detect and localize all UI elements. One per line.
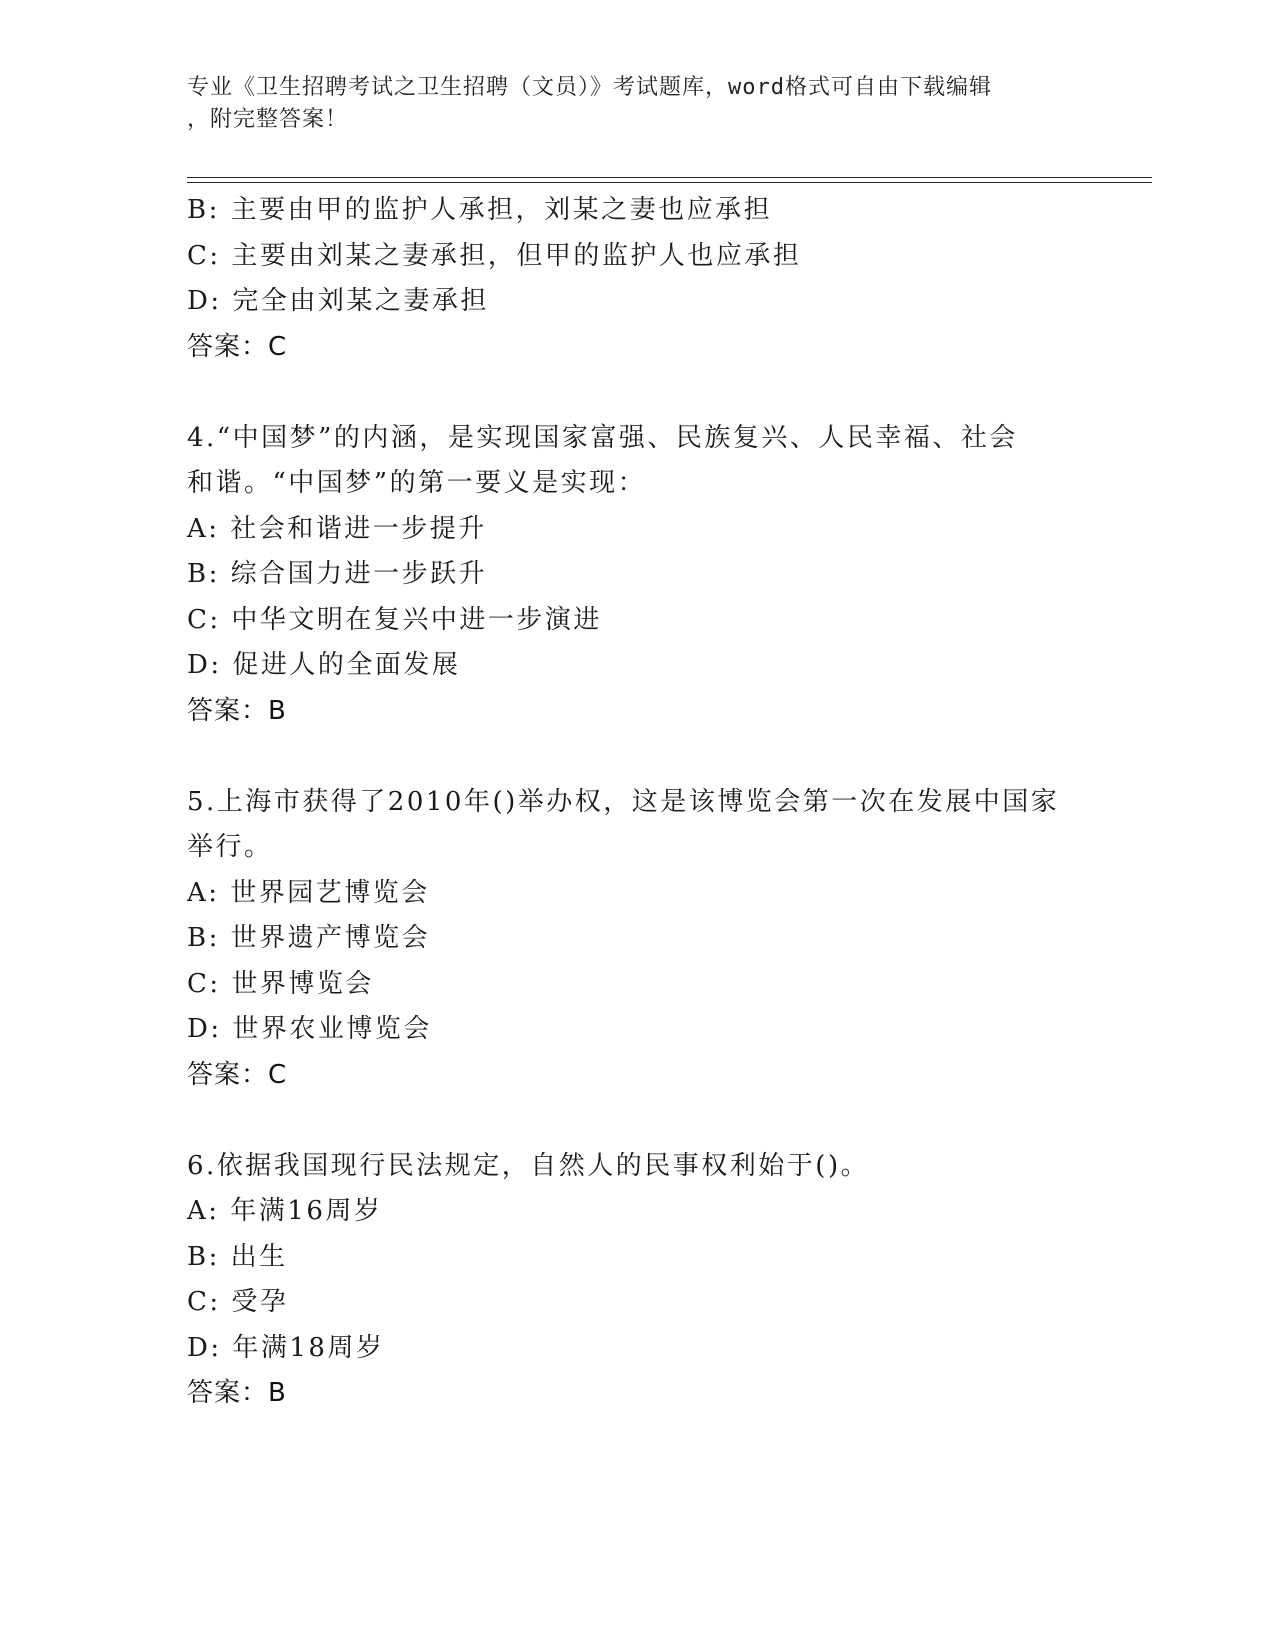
- option-b: B: 主要由甲的监护人承担，刘某之妻也应承担: [187, 195, 773, 225]
- option-a: A: 年满16周岁: [187, 1196, 383, 1226]
- question-stem: 4.“中国梦”的内涵，是实现国家富强、民族复兴、人民幸福、社会: [187, 422, 1018, 453]
- question-4: [187, 416, 1087, 735]
- question-stem: 和谐。“中国梦”的第一要义是实现：: [187, 468, 647, 498]
- question-stem: 6.依据我国现行民法规定，自然人的民事权利始于()。: [187, 1150, 870, 1181]
- header-divider-top: [187, 177, 1152, 178]
- option-d: D: 完全由刘某之妻承担: [187, 286, 489, 316]
- option-c: C: 中华文明在复兴中进一步演进: [187, 604, 602, 635]
- option-d: D: 促进人的全面发展: [187, 650, 461, 680]
- question-list: [187, 188, 1087, 1417]
- option-b: B: 出生: [187, 1241, 288, 1272]
- document-header: [187, 72, 1067, 136]
- option-c: C: 世界博览会: [187, 968, 374, 999]
- spacer: [187, 1098, 1087, 1144]
- header-divider-bottom: [187, 182, 1152, 183]
- spacer: [187, 734, 1087, 780]
- answer-line: 答案：B: [187, 695, 287, 726]
- option-d: D: 年满18周岁: [187, 1332, 385, 1363]
- header-line-2: ，附完整答案！: [187, 107, 349, 132]
- answer-line: 答案：C: [187, 331, 288, 362]
- spacer: [187, 370, 1087, 416]
- answer-line: 答案：B: [187, 1378, 287, 1408]
- question-5: [187, 780, 1087, 1099]
- header-line-1: 专业《卫生招聘考试之卫生招聘（文员）》考试题库，word格式可自由下载编辑: [187, 75, 992, 100]
- option-a: A: 社会和谐进一步提升: [187, 513, 487, 544]
- answer-line: 答案：C: [187, 1059, 288, 1090]
- option-a: A: 世界园艺博览会: [187, 877, 430, 908]
- question-6: [187, 1144, 1087, 1417]
- question-3-continued: [187, 188, 1087, 370]
- option-b: B: 世界遗产博览会: [187, 923, 431, 953]
- option-c: C: 主要由刘某之妻承担，但甲的监护人也应承担: [187, 240, 802, 271]
- option-b: B: 综合国力进一步跃升: [187, 559, 488, 589]
- option-c: C: 受孕: [187, 1287, 289, 1317]
- question-stem: 5.上海市获得了2010年()举办权，这是该博览会第一次在发展中国家: [187, 786, 1060, 817]
- question-stem: 举行。: [187, 832, 273, 862]
- option-d: D: 世界农业博览会: [187, 1014, 432, 1044]
